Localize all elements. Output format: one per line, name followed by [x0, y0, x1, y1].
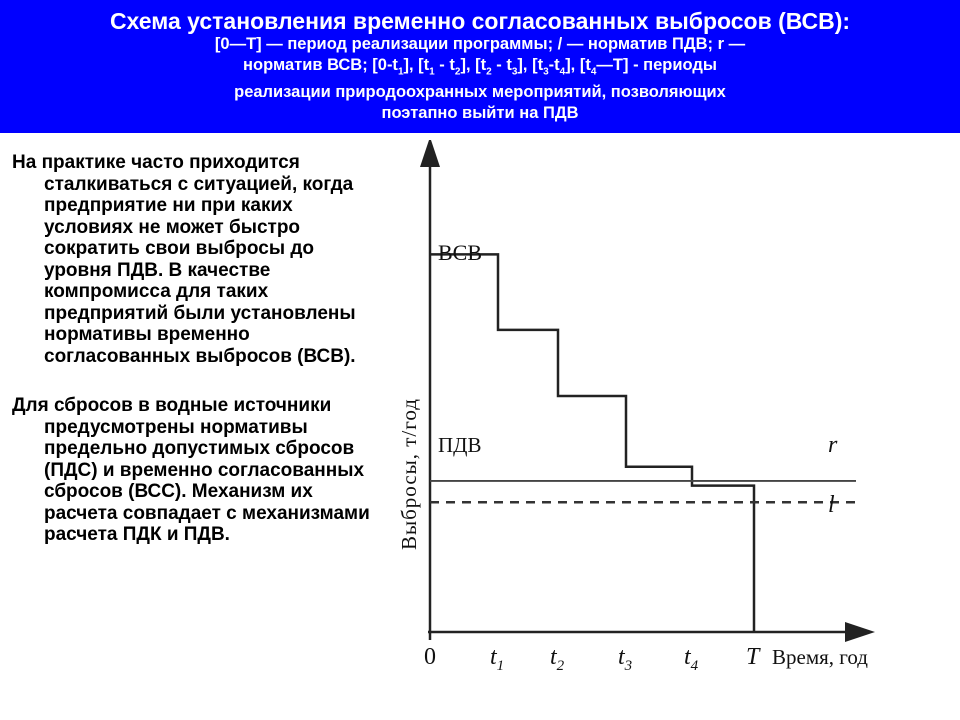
r-label: r	[828, 432, 838, 458]
x-axis-label: Время, год	[772, 645, 868, 669]
body-text	[12, 152, 384, 574]
subtitle-line-3: реализации природоохранных мероприятий, позволяющих	[234, 83, 726, 102]
tick-label-t2: $t_2$	[550, 644, 565, 674]
paragraph-vss: Для сбросов в водные источники предусмотрены нормативы предельно допустимых сбросов (ПДС) и временно согласованных сбросов (ВСС). Механизм их расчета совпадает с механизмами расчета ПДК и ПДВ.	[12, 395, 370, 545]
emission-schedule-diagram	[390, 140, 880, 700]
tick-label-t1: $t_1$	[490, 644, 505, 674]
l-label: l	[828, 492, 835, 518]
tick-label-T: T	[746, 644, 760, 670]
slide-title: Схема установления временно согласованных выбросов (ВСВ):	[109, 8, 851, 34]
tick-label-t3: $t_3$	[618, 644, 633, 674]
subtitle-line-2: норматив ВСВ; $[0-t_1]$, $[t_1 - t_2]$, $[t_2 - t_3]$, $[t_3-t_4]$, $[t_4—T]$ - периоды	[243, 56, 717, 78]
header-banner	[0, 0, 960, 133]
paragraph-vsv: На практике часто приходится сталкиваться с ситуацией, когда предприятие ни при каких условиях не может быстро сократить свои выбросы до уровня ПДВ. В качестве компромисса для таких предприятий были установлены нормативы временно согласованных выбросов (ВСВ).	[12, 152, 356, 367]
subtitle-line-4: поэтапно выйти на ПДВ	[381, 104, 579, 123]
y-axis-label: Выбросы, т/год	[397, 398, 421, 550]
pdv-label: ПДВ	[438, 433, 482, 457]
time-tick-labels	[490, 644, 761, 674]
subtitle-line-1: [0—T] — период реализации программы; / — норматив ПДВ; r —	[214, 35, 746, 53]
tick-label-t4: $t_4$	[684, 644, 699, 674]
origin-label: 0	[424, 644, 436, 670]
vsv-label: ВСВ	[438, 240, 483, 265]
